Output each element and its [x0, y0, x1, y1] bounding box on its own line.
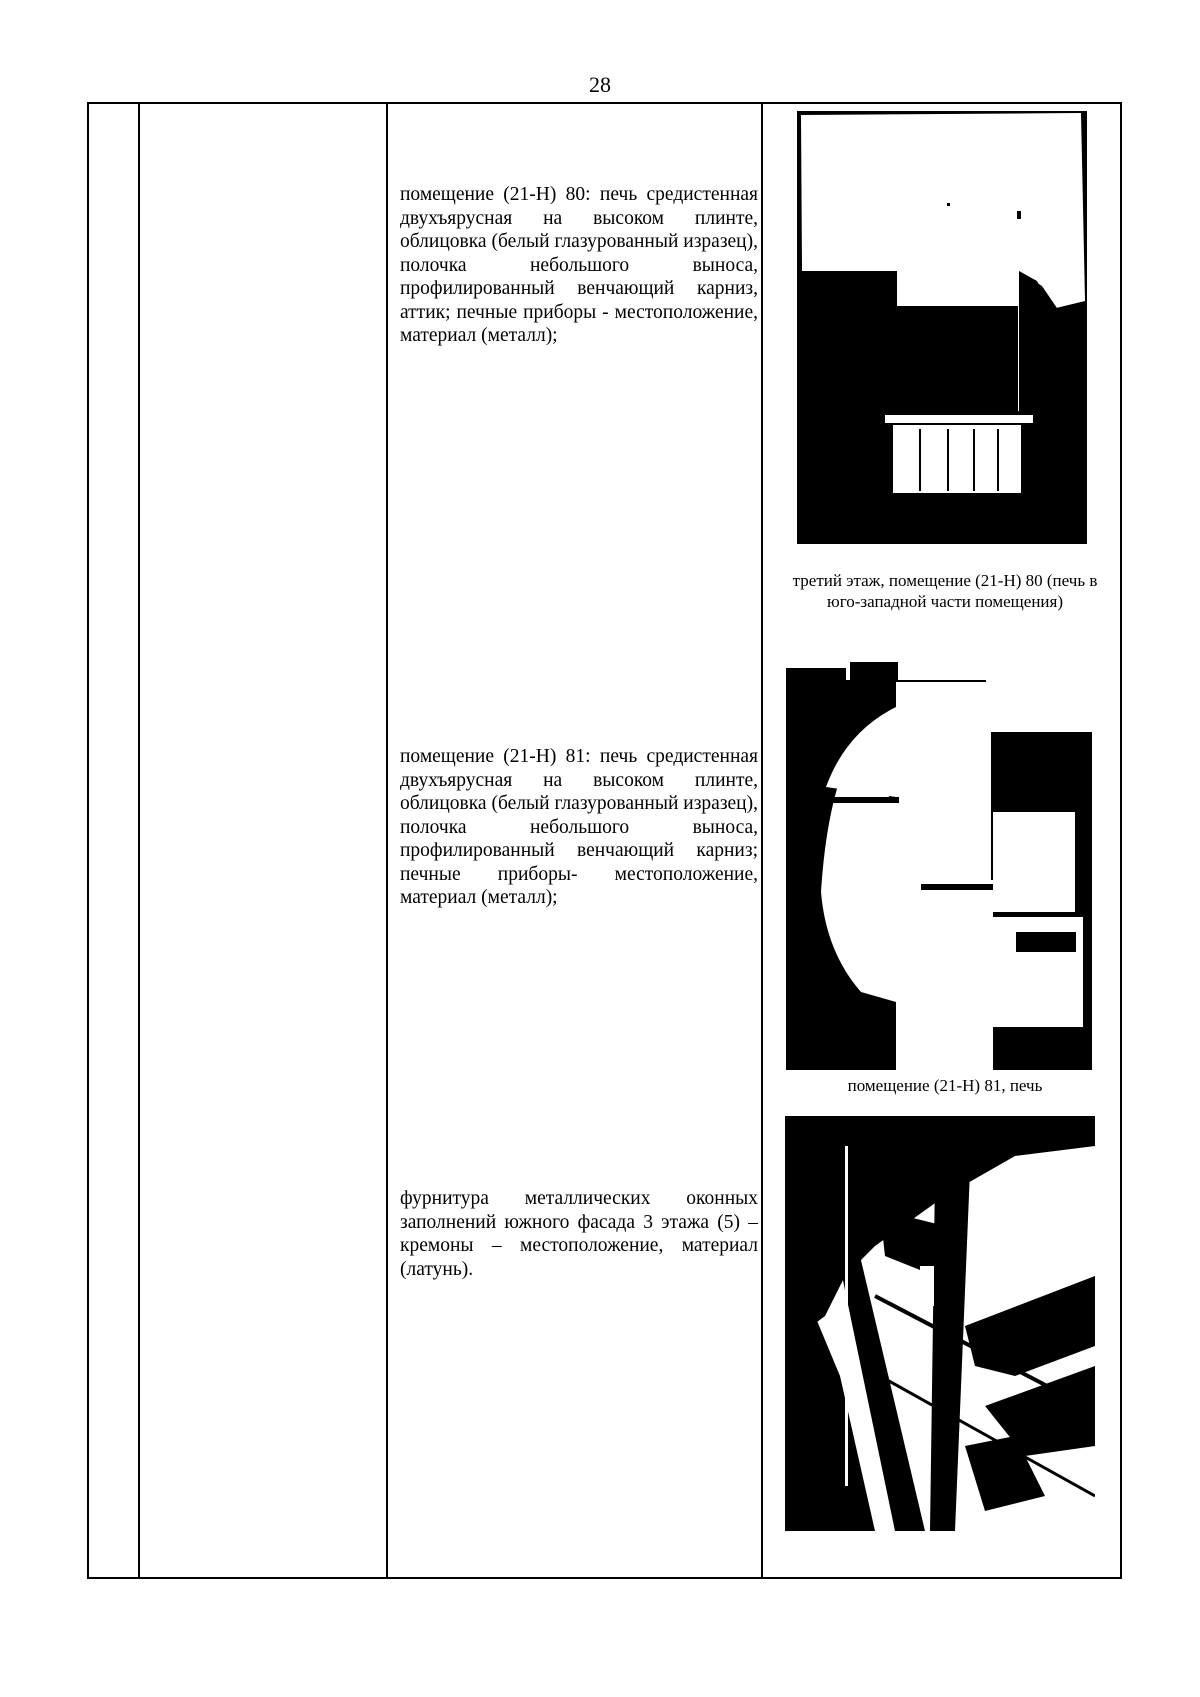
page-number: 28 — [589, 72, 611, 97]
object-description-3: фурнитура металлических оконных заполнений южного фасада 3 этажа (5) – кремоны – местоположение, материал (латунь). — [400, 1188, 758, 1280]
photo-stove-room-81 — [786, 662, 1092, 1070]
stove-photo-icon — [786, 662, 1092, 1070]
table-column-divider-2 — [386, 102, 388, 1579]
table-column-divider-1 — [138, 102, 140, 1579]
object-description-2: помещение (21-Н) 81: печь средистенная двухъярусная на высоком плинте, облицовка (белый глазурованный изразец), полочка небольшого выноса, профилированный венчающий карниз; печные приборы- местоположение, материал (металл); — [400, 746, 758, 908]
photo-caption-1: третий этаж, помещение (21-Н) 80 (печь в юго-западной части помещения) — [792, 571, 1098, 611]
photo-window-fitting — [785, 1116, 1095, 1531]
stove-photo-icon — [797, 111, 1087, 544]
photo-stove-room-80 — [797, 111, 1087, 544]
object-description-1: помещение (21-Н) 80: печь средистенная двухъярусная на высоком плинте, облицовка (белый глазурованный изразец), полочка небольшого выноса, профилированный венчающий карниз, аттик; печные приборы - местоположение, материал (металл); — [400, 184, 758, 346]
photo-caption-2: помещение (21-Н) 81, печь — [847, 1076, 1043, 1095]
window-fitting-photo-icon — [785, 1116, 1095, 1531]
table-column-divider-3 — [761, 102, 763, 1579]
